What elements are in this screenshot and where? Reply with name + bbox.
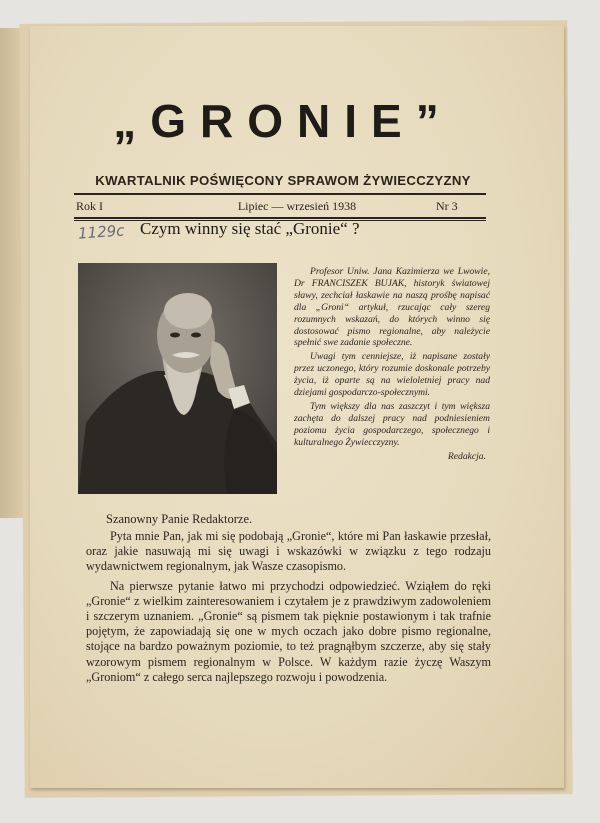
handwritten-catalog-note: 1129c bbox=[77, 221, 125, 243]
portrait-photo-icon bbox=[78, 263, 277, 494]
issue-year: Rok I bbox=[76, 199, 103, 213]
issue-date: Lipiec — wrzesień 1938 bbox=[237, 199, 357, 213]
intro-signature: Redakcja. bbox=[447, 450, 486, 462]
editorial-intro bbox=[294, 266, 490, 463]
intro-paragraph: Tym większy dla nas zaszczyt i tym większa zachęta do dalszej pracy nad podniesieniem poziomu życia gospodarczego, społecznego i kulturalnego Żywiecczyzny. bbox=[294, 400, 490, 448]
masthead-subtitle: KWARTALNIK POŚWIĘCONY SPRAWOM ŻYWIECCZYZNY bbox=[95, 173, 471, 188]
masthead-title: „GRONIE” bbox=[113, 95, 453, 147]
portrait-photo bbox=[78, 263, 277, 494]
letter-paragraph: Na pierwsze pytanie łatwo mi przychodzi odpowiedzieć. Wziąłem do ręki „Gronie“ z wielkim zainteresowaniem i czytałem je z prawdziwym zadowoleniem i szczerym uznaniem. „Gronie“ są pismem tak pięknie postawionym i tak trafnie pojętym, że zapowiadają się one w mych oczach jako dobre pismo regionalne, stojące na bardzo poważnym poziomie, to też pragnąłbym szczerze, aby się stały wzorowym pismem regionalnym w Polsce. W każdym razie życzę Waszym „Groniom“ z całego serca najlepszego rozwoju i powodzenia. bbox=[86, 578, 491, 684]
letter-body bbox=[86, 529, 491, 685]
intro-paragraph: Uwagi tym cenniejsze, iż napisane zostały przez uczonego, który rozumie doskonale potrzeby życia, iż oparte są na wieloletniej pracy nad dziejami gospodarczo-społecznymi. bbox=[294, 351, 490, 399]
issue-number: Nr 3 bbox=[436, 199, 458, 213]
header-rule-top bbox=[74, 193, 486, 195]
intro-paragraph: Profesor Uniw. Jana Kazimierza we Lwowie, Dr FRANCISZEK BUJAK, historyk światowej sławy, zechciał łaskawie na naszą prośbę napisać dla „Groni“ artykuł, rzucając cały szereg rozumnych wskazań, do których winno się dostosować pismo regionalne, aby należycie spełnić swe zadanie społeczne. bbox=[294, 266, 490, 349]
magazine-page bbox=[30, 26, 564, 788]
letter-salutation: Szanowny Panie Redaktorze. bbox=[106, 512, 253, 526]
letter-paragraph: Pyta mnie Pan, jak mi się podobają „Gronie“, które mi Pan łaskawie przesłał, oraz jakie nasuwają mi się uwagi i wskazówki w związku z tego rodzaju wydawnictwem regionalnym, jak Wasze czasopismo. bbox=[86, 529, 491, 574]
article-headline: Czym winny się stać „Gronie“ ? bbox=[140, 219, 360, 238]
